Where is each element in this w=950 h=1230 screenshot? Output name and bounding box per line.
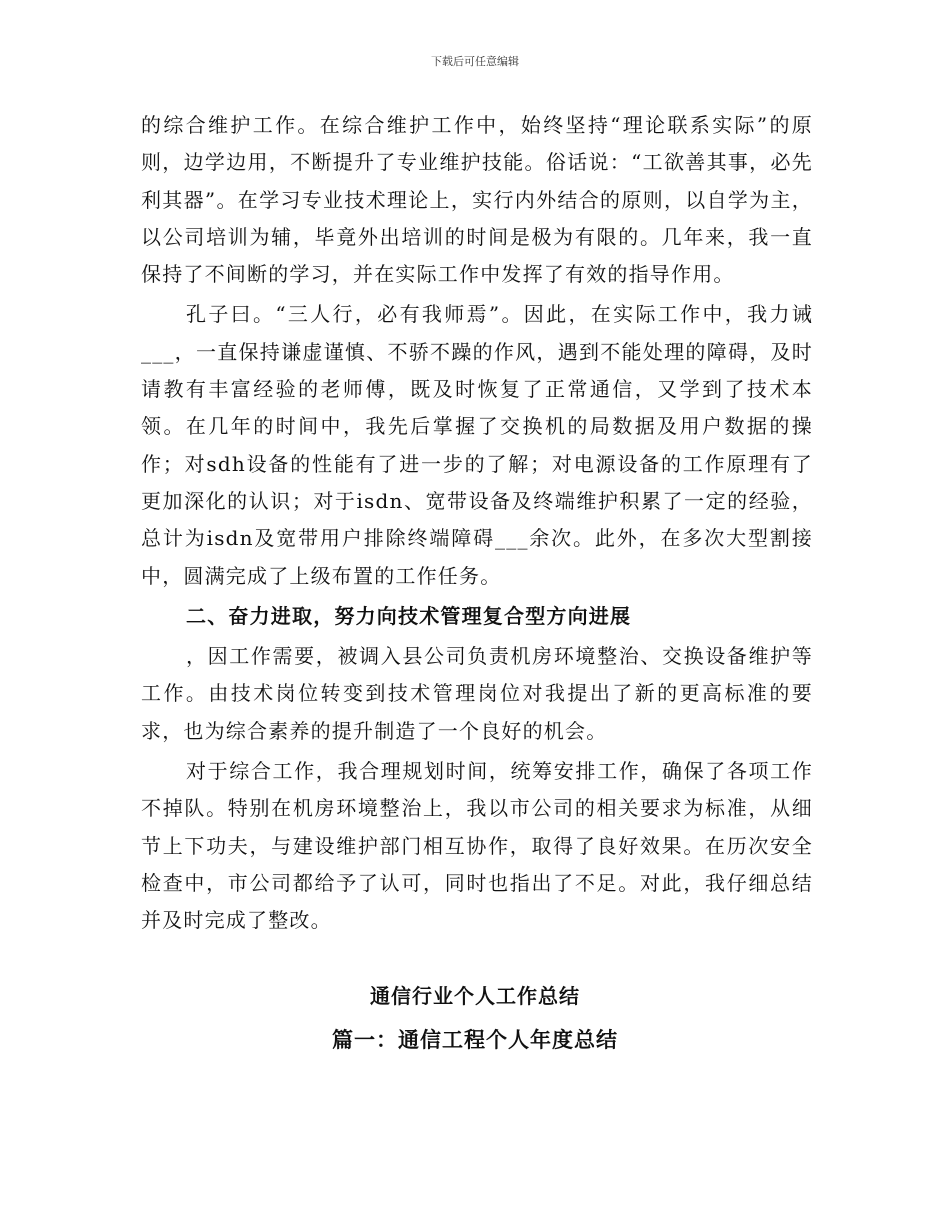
paragraph-2: 孔子曰。“三人行，必有我师焉”。因此，在实际工作中，我力诫___，一直保持谦虚谨慎、不骄不躁的作风，遇到不能处理的障碍，及时请教有丰富经验的老师傅，既及时恢复了正常通信，又学到了技术本领。在几年的时间中，我先后掌握了交换机的局数据及用户数据的操作；对sdh设备的性能有了进一步的了解；对电源设备的工作原理有了更加深化的认识；对于isdn、宽带设备及终端维护积累了一定的经验，总计为isdn及宽带用户排除终端障碍___余次。此外，在多次大型割接中，圆满完成了上级布置的工作任务。 [141, 302, 813, 588]
paragraph-3: ，因工作需要，被调入县公司负责机房环境整治、交换设备维护等工作。由技术岗位转变到技术管理岗位对我提出了新的更高标准的要求，也为综合素养的提升制造了一个良好的机会。 [141, 644, 813, 743]
paragraph-1: 的综合维护工作。在综合维护工作中，始终坚持“理论联系实际”的原则，边学边用，不断提升了专业维护技能。俗话说：“工欲善其事，必先利其器”。在学习专业技术理论上，实行内外结合的原则，以自学为主，以公司培训为辅，毕竟外出培训的时间是极为有限的。几年来，我一直保持了不间断的学习，并在实际工作中发挥了有效的指导作用。 [141, 113, 813, 287]
paragraph-4: 对于综合工作，我合理规划时间，统筹安排工作，确保了各项工作不掉队。特别在机房环境整治上，我以市公司的相关要求为标准，从细节上下功夫，与建设维护部门相互协作，取得了良好效果。在历次安全检查中，市公司都给予了认可，同时也指出了不足。对此，我仔细总结并及时完成了整改。 [141, 759, 813, 933]
document-title: 通信行业个人工作总结 [370, 984, 580, 1008]
document-body [141, 107, 813, 943]
page-header-note: 下载后可任意编辑 [431, 55, 519, 68]
section-heading-2: 二、奋力进取，努力向技术管理复合型方向进展 [186, 603, 632, 628]
chapter-title: 篇一：通信工程个人年度总结 [332, 1028, 618, 1052]
